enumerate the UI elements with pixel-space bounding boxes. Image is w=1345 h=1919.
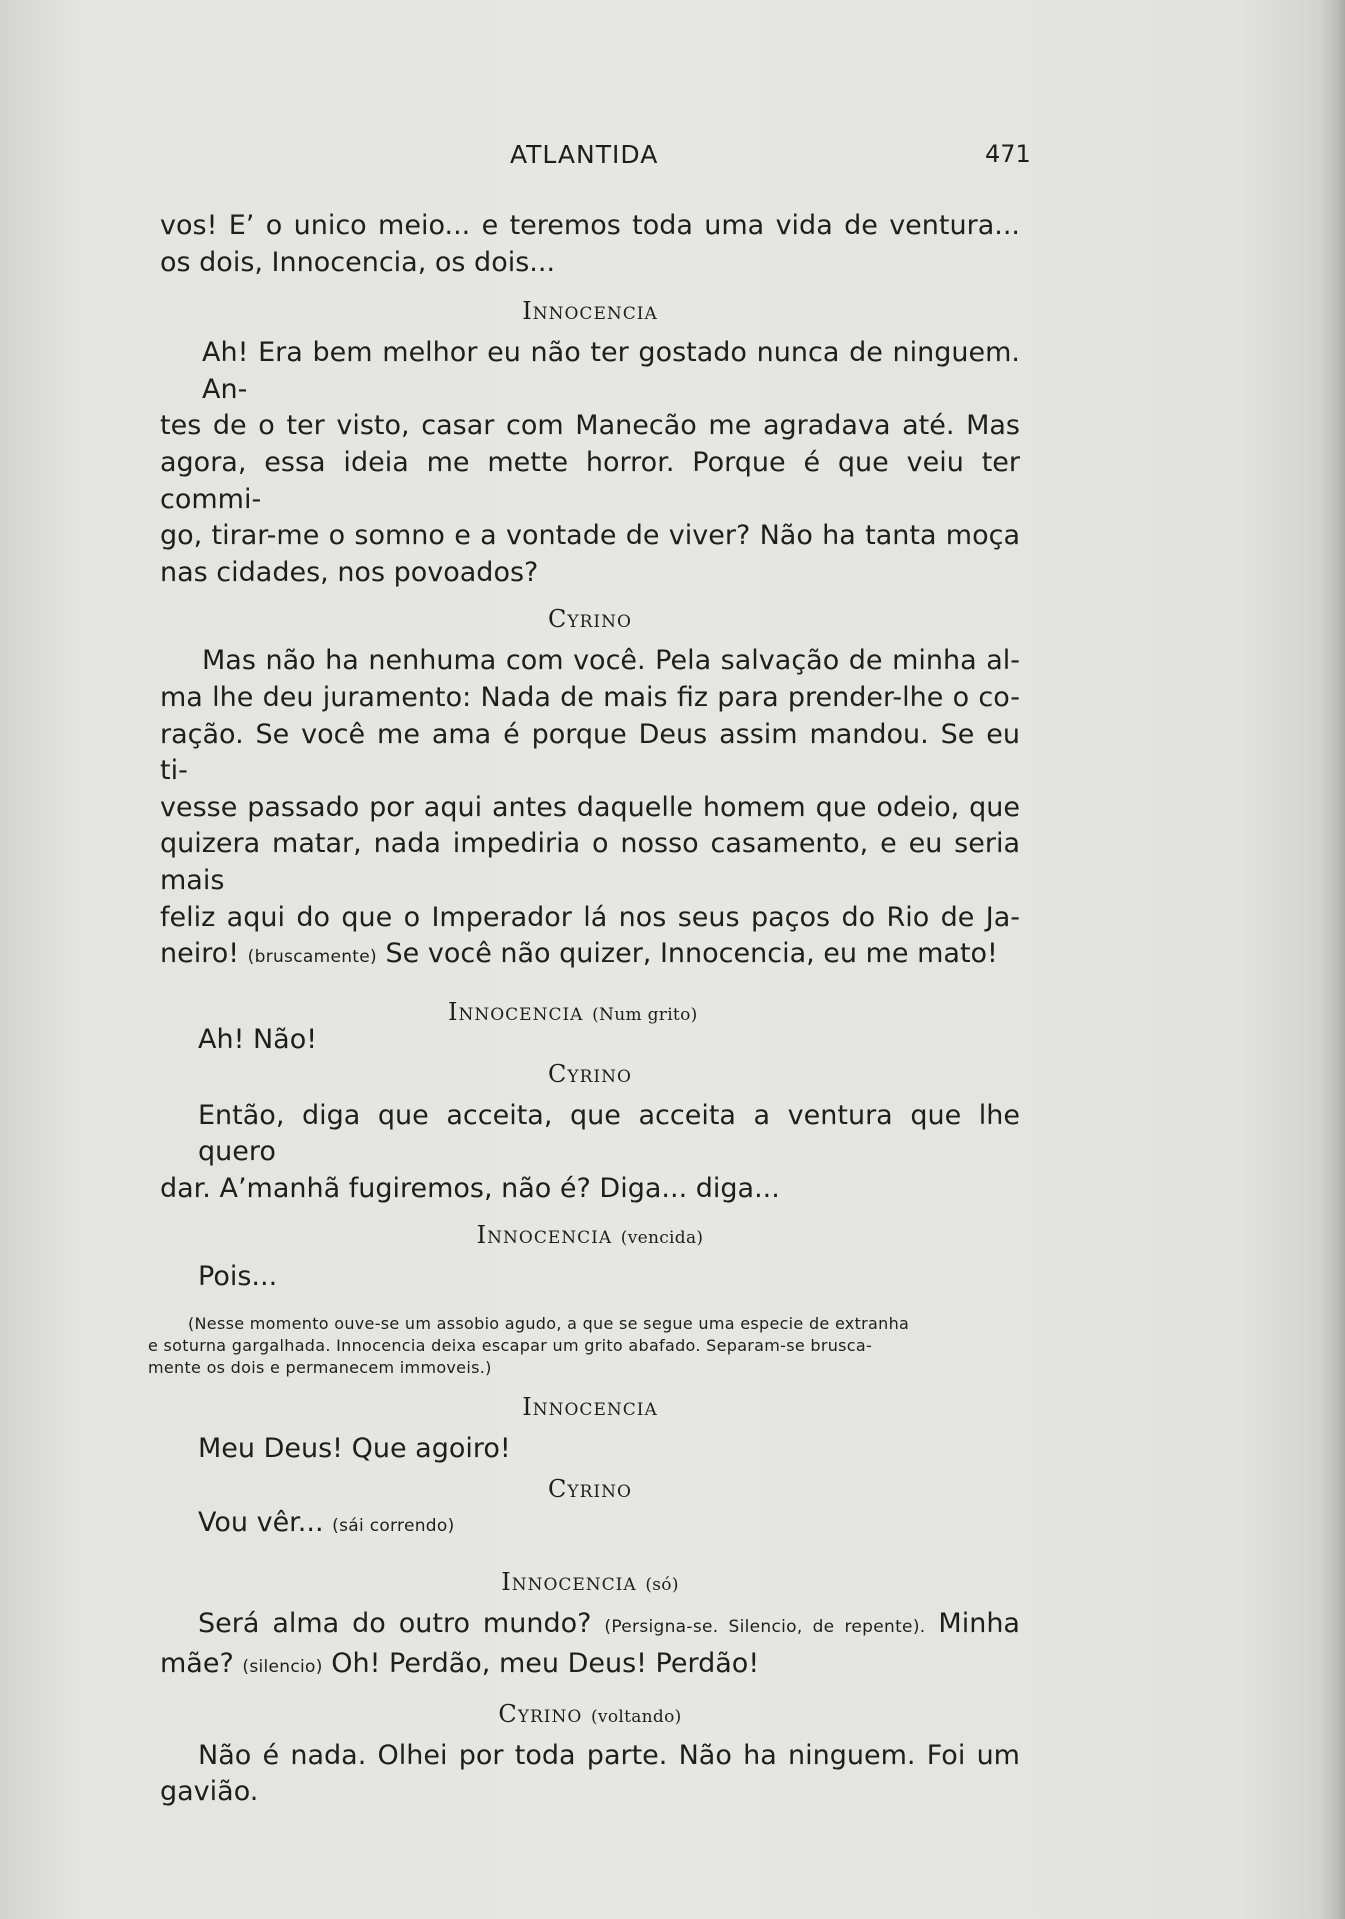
page-edge-shadow <box>1319 0 1345 1919</box>
page-number: 471 <box>985 140 1031 168</box>
text-line: vesse passado por aqui antes daquelle homem que odeio, que <box>160 791 1020 823</box>
text-line: Ah! Era bem melhor eu não ter gostado nunca de ninguem. An- <box>202 337 1020 405</box>
speaker-name: Innocencia <box>501 1568 637 1597</box>
stage-direction: (voltando) <box>590 1706 682 1727</box>
text-fragment: neiro! <box>160 938 240 970</box>
text-fragment: Minha <box>938 1608 1020 1640</box>
stage-direction: (Num grito) <box>592 1004 698 1025</box>
text-line <box>160 936 1020 976</box>
speaker-heading <box>160 1700 1020 1728</box>
speaker-heading <box>160 605 1020 633</box>
stage-direction: (sái correndo) <box>332 1516 455 1537</box>
text-line: go, tirar-me o somno e a vontade de viver? Não ha tanta moça <box>160 520 1020 552</box>
speech-line: Pois... <box>198 1261 278 1293</box>
text-line: Não é nada. Olhei por toda parte. Não ha ninguem. Foi um <box>198 1739 1020 1771</box>
stage-direction-block <box>148 1313 1018 1379</box>
text-line: vos! E’ o unico meio... e teremos toda uma vida de ventura... <box>160 210 1020 241</box>
stage-line: (Nesse momento ouve-se um assobio agudo, a que se segue uma especie de extranha <box>188 1314 910 1334</box>
paragraph <box>160 1606 1020 1685</box>
text-line: agora, essa ideia me mette horror. Porque é que veiu ter commi- <box>160 446 1020 515</box>
speaker-name: Innocencia <box>476 1221 613 1250</box>
text-line <box>160 1606 1020 1646</box>
text-fragment: mãe? <box>160 1648 234 1680</box>
speech-line <box>160 1505 1020 1544</box>
stage-direction: (só) <box>645 1575 679 1596</box>
speaker-name: Innocencia <box>522 1393 658 1422</box>
text-line: feliz aqui do que o Imperador lá nos seus paços do Rio de Ja- <box>160 901 1020 933</box>
speaker-heading <box>160 1221 1020 1249</box>
text-fragment: Se você não quizer, Innocencia, eu me mato! <box>385 938 998 970</box>
speaker-heading <box>160 1060 1020 1088</box>
text-line: dar. A’manhã fugiremos, não é? Diga... diga... <box>160 1172 780 1204</box>
page-body <box>148 208 1020 1811</box>
speaker-name: Cyrino <box>498 1699 583 1728</box>
paragraph <box>160 335 1020 591</box>
speaker-name: Cyrino <box>548 1475 632 1504</box>
paragraph <box>160 1738 1020 1811</box>
page-header <box>0 140 1345 180</box>
text-fragment: Será alma do outro mundo? <box>198 1608 592 1640</box>
text-line: tes de o ter visto, casar com Manecão me agradava até. Mas <box>160 410 1020 442</box>
speaker-name: Innocencia <box>448 997 584 1026</box>
paragraph <box>160 1098 1020 1208</box>
speaker-heading <box>160 297 1020 325</box>
speaker-name: Cyrino <box>548 605 632 634</box>
text-line: Então, diga que acceita, que acceita a ventura que lhe quero <box>198 1099 1020 1168</box>
speaker-name: Innocencia <box>522 297 658 326</box>
stage-direction: (Persigna-se. Silencio, de repente). <box>604 1617 926 1638</box>
text-line: ma lhe deu juramento: Nada de mais fiz para prender-lhe o co- <box>160 681 1020 713</box>
speech-line: Meu Deus! Que agoiro! <box>198 1433 511 1465</box>
text-line: quizera matar, nada impediria o nosso casamento, e eu seria mais <box>160 828 1020 896</box>
stage-direction: (vencida) <box>620 1228 704 1249</box>
stage-line: mente os dois e permanecem immoveis.) <box>148 1358 492 1378</box>
text-line: os dois, Innocencia, os dois... <box>160 246 556 278</box>
paragraph <box>160 643 1020 975</box>
stage-direction: (bruscamente) <box>247 947 377 968</box>
text-line <box>160 1646 1020 1686</box>
stage-line: e soturna gargalhada. Innocencia deixa escapar um grito abafado. Separam-se brusca- <box>148 1336 873 1356</box>
speaker-heading <box>160 1475 1020 1503</box>
running-head: ATLANTIDA <box>510 140 659 169</box>
speaker-heading <box>160 1568 1020 1596</box>
text-line: gavião. <box>160 1776 259 1808</box>
text-line: ração. Se você me ama é porque Deus assim mandou. Se eu ti- <box>160 718 1020 787</box>
speaker-heading <box>160 1393 1020 1421</box>
stage-direction: (silencio) <box>242 1657 323 1678</box>
speech-line: Ah! Não! <box>198 1023 318 1055</box>
text-fragment: Vou vêr... <box>198 1507 324 1539</box>
text-fragment: Oh! Perdão, meu Deus! Perdão! <box>331 1648 760 1680</box>
text-line: Mas não ha nenhuma com você. Pela salvação de minha al- <box>202 645 1020 677</box>
speaker-name: Cyrino <box>548 1059 632 1088</box>
text-line: nas cidades, nos povoados? <box>160 556 539 588</box>
paragraph <box>160 208 1020 281</box>
